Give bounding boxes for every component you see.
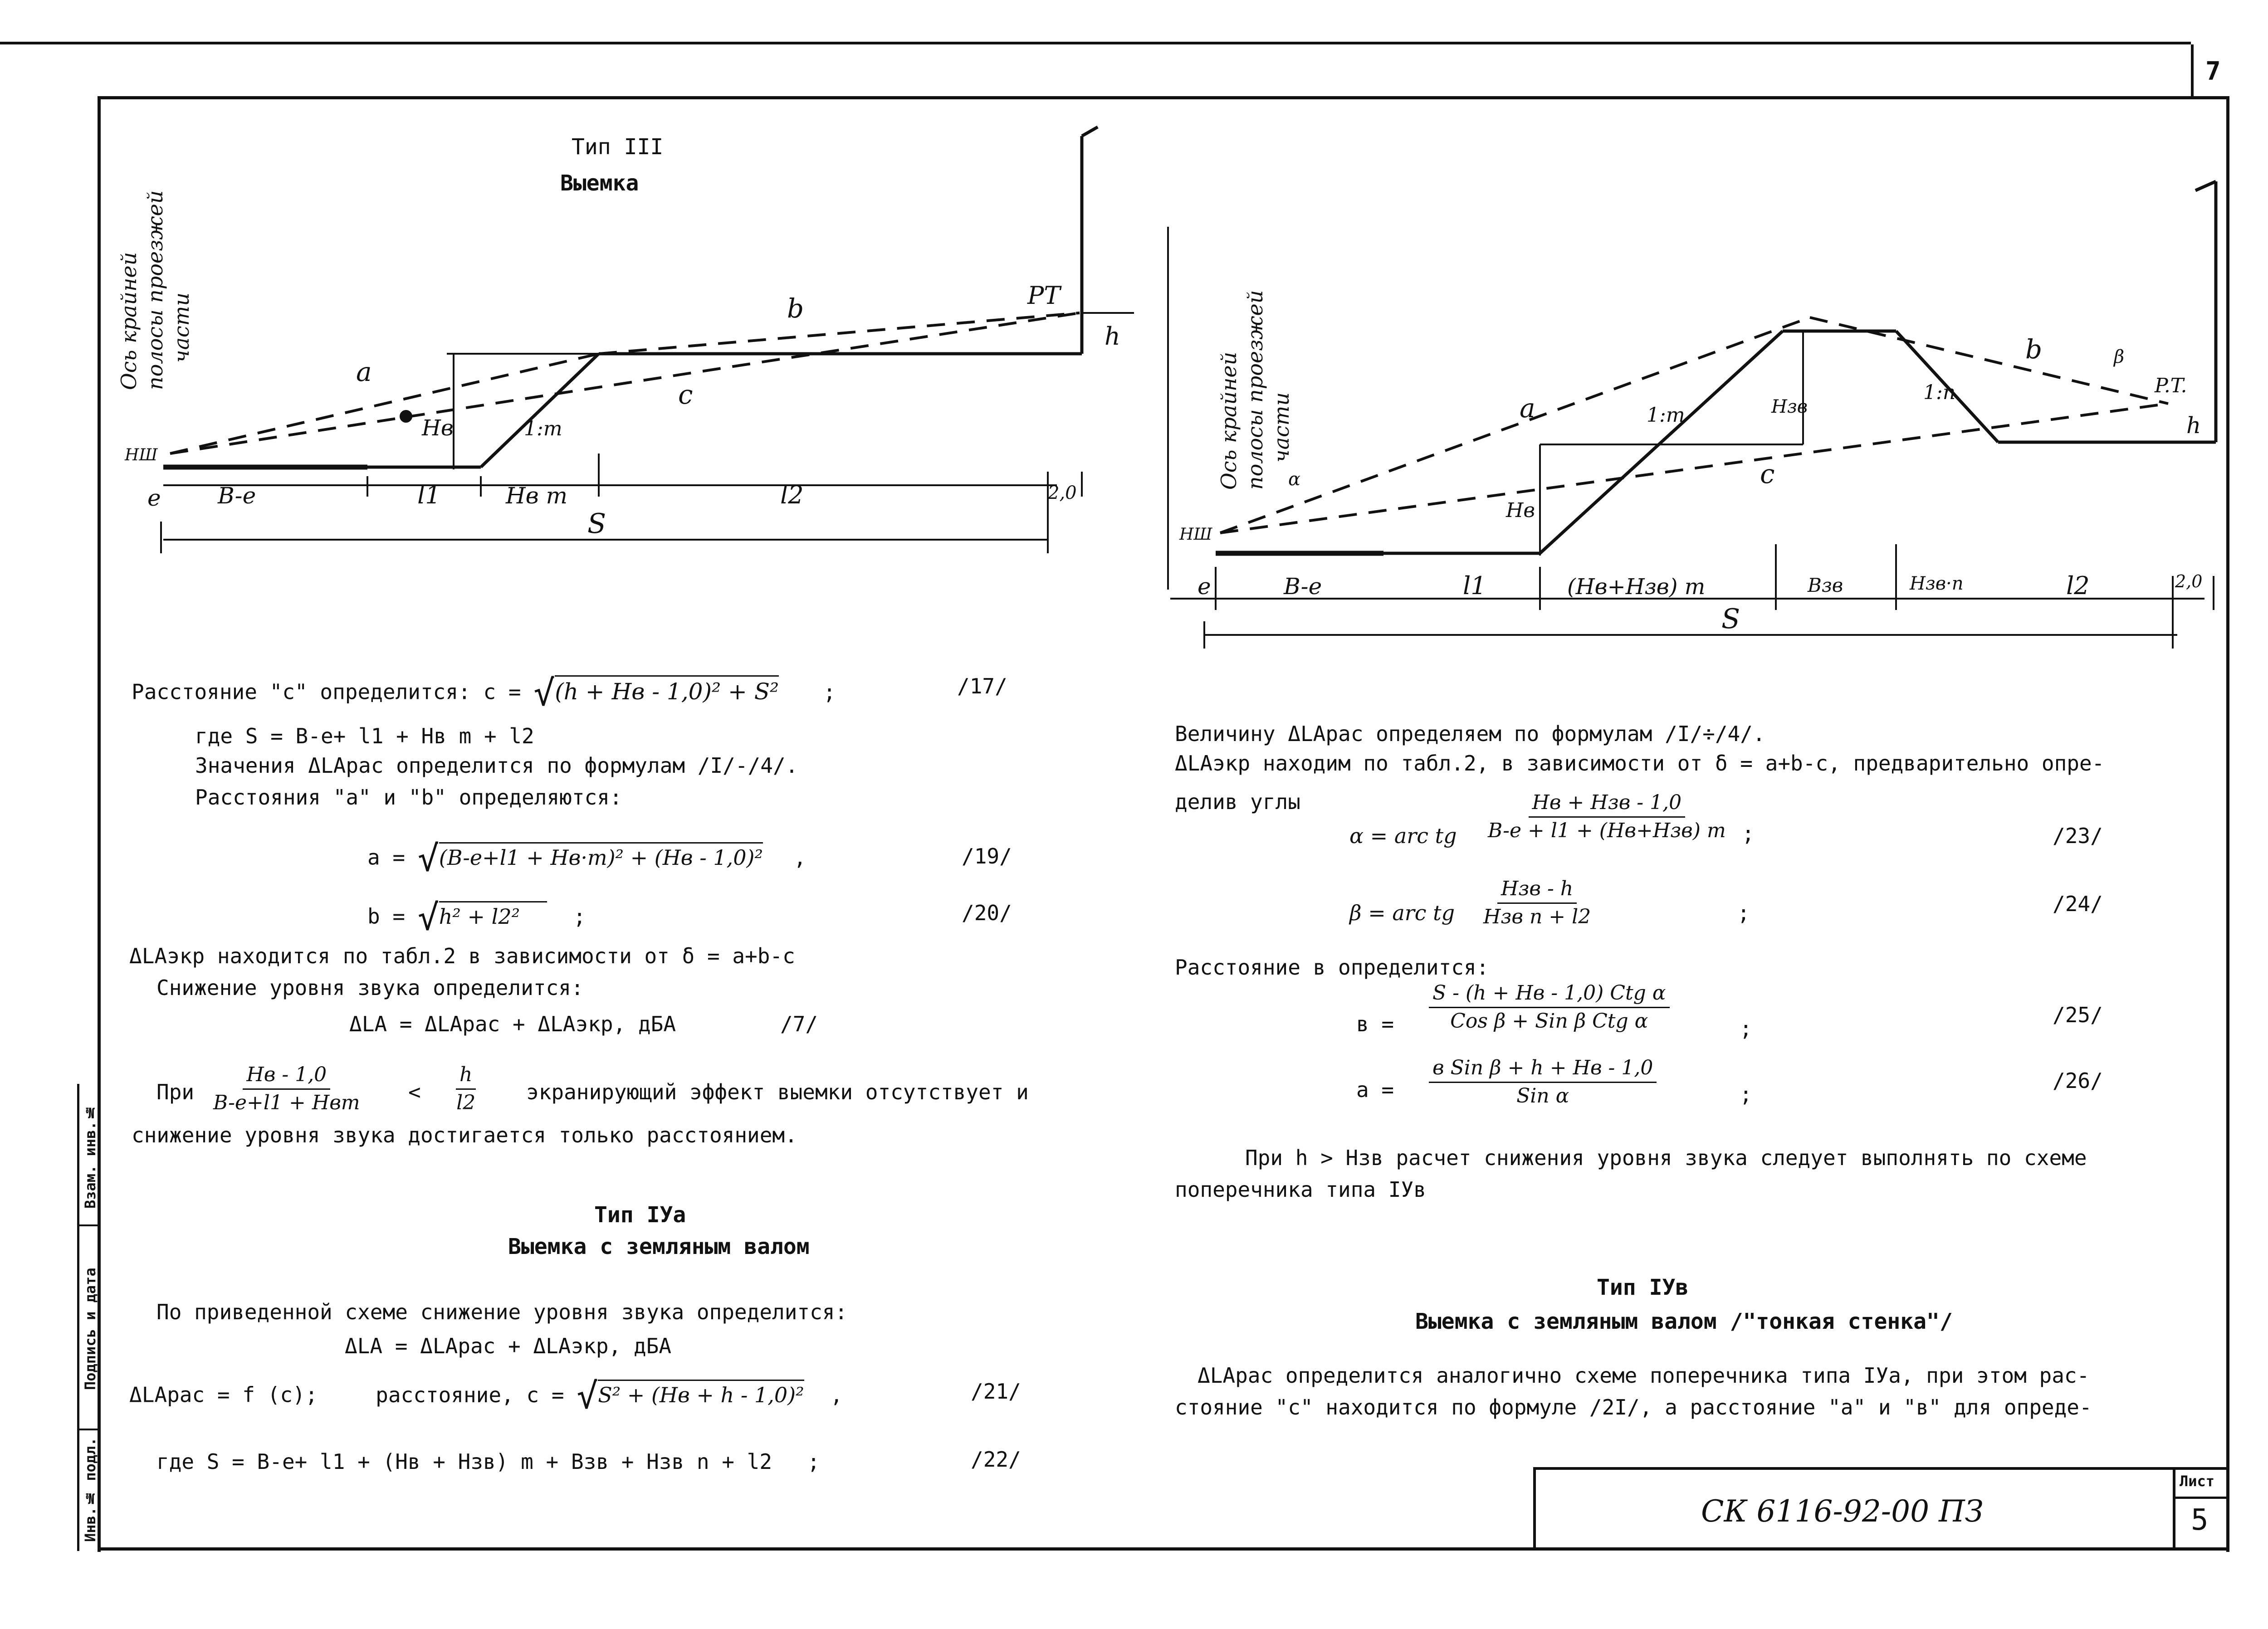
f26-end: ;: [1740, 1082, 1752, 1107]
left-dim-l2: l2: [780, 481, 804, 509]
num-24: /24/: [2053, 892, 2103, 916]
right-p1: Величину ΔLApac определяем по формулам /I/÷/4/.: [1175, 722, 1765, 746]
fraction-24: Hзв - h Hзв n + l2: [1483, 877, 1591, 928]
f25-end: ;: [1740, 1016, 1752, 1041]
formula-20: h² + l2²: [439, 901, 547, 929]
left-p9: По приведенной схеме снижение уровня звука определится:: [156, 1300, 848, 1324]
left-axis-label-2: полосы проезжей: [143, 190, 167, 390]
left-label-a: a: [356, 356, 372, 387]
titleblock-left: [1533, 1467, 1536, 1549]
right-dim-be: B-e: [1284, 573, 1322, 600]
f23-end: ;: [1742, 821, 1755, 846]
right-label-a: a: [1520, 393, 1535, 424]
left-p3: Значения ΔLApac определится по формулам /I/-/4/.: [195, 753, 798, 778]
left-p7-lt: <: [408, 1080, 421, 1104]
left-diagram-title: Тип III: [572, 134, 664, 160]
fraction-26: в Sin β + h + Hв - 1,0 Sin α: [1429, 1057, 1657, 1107]
side-stamp-left: [77, 1084, 79, 1551]
left-p6: Снижение уровня звука определится:: [156, 975, 584, 1000]
right-axis-label-3: части: [1269, 392, 1294, 463]
right-p2: ΔLAэкр находим по табл.2, в зависимости от δ = a+b-c, предварительно опре-: [1175, 751, 2105, 775]
formula-20-line: b = √h² + l2² ;: [367, 897, 586, 938]
num-26: /26/: [2053, 1068, 2103, 1093]
fraction-p7-a: Hв - 1,0 B-e+l1 + Hвm: [213, 1063, 360, 1114]
fraction-25: S - (h + Hв - 1,0) Ctg α Cos β + Sin β Ctg α: [1429, 982, 1670, 1033]
formula-19-line: a = √(B-e+l1 + Hв·m)² + (Hв - 1,0)² ,: [367, 839, 807, 879]
titleblock-sheet-mid: [2173, 1497, 2229, 1499]
right-label-alpha: α: [1288, 469, 1301, 490]
left-axis-label-1: Ось крайней: [117, 252, 141, 390]
titleblock-top: [1533, 1467, 2229, 1470]
right-axis-label-1: Ось крайней: [1217, 351, 1241, 490]
left-dim-20: 2,0: [1048, 483, 1077, 503]
right-p6: поперечника типа IУв: [1175, 1177, 1426, 1202]
left-p2: где S = B-e+ l1 + Hв m + l2: [195, 724, 534, 748]
right-label-slope-m: 1:m: [1647, 404, 1685, 427]
left-p8: снижение уровня звука достигается только расстоянием.: [132, 1123, 797, 1147]
right-label-c: c: [1760, 458, 1775, 489]
corner-number: 7: [2205, 57, 2221, 86]
formula-7: ΔLA = ΔLApac + ΔLAэкр, дБА: [349, 1012, 676, 1036]
side-stamp-div2: [77, 1429, 100, 1430]
num-25: /25/: [2053, 1003, 2103, 1027]
num-7: /7/: [780, 1012, 818, 1036]
formula-19: (B-e+l1 + Hв·m)² + (Hв - 1,0)²: [439, 842, 763, 870]
right-dim-bzv: Bзв: [1808, 574, 1843, 596]
right-p5: При h > Hзв расчет снижения уровня звука следует выполнять по схеме: [1245, 1146, 2087, 1170]
left-label-b: b: [787, 293, 804, 324]
sheet-label: Лист: [2180, 1473, 2215, 1490]
right-h2-subtitle: Выемка с земляным валом /"тонкая стенка"/: [1415, 1309, 1953, 1334]
left-dim-s: S: [587, 508, 606, 540]
left-label-slope: 1:m: [524, 417, 562, 440]
right-label-h: h: [2186, 412, 2201, 439]
right-dim-s: S: [1721, 603, 1740, 635]
left-label-hv: Hв: [422, 415, 454, 441]
num-22: /22/: [971, 1447, 1021, 1472]
right-dim-l1: l1: [1463, 571, 1486, 600]
right-axis-label-2: полосы проезжей: [1243, 290, 1267, 490]
left-label-ns: НШ: [125, 446, 158, 464]
right-label-hv: Hв: [1506, 499, 1535, 522]
right-dim-e: e: [1198, 573, 1211, 600]
left-p5: ΔLAэкр находится по табл.2 в зависимости от δ = a+b-c: [129, 944, 795, 968]
side-stamp-vzam: Взам. инв.№: [82, 1104, 99, 1209]
left-p4: Расстояния "a" и "b" определяются:: [195, 785, 622, 810]
sheet-number: 5: [2191, 1503, 2209, 1537]
right-label-beta: β: [2114, 346, 2125, 367]
right-label-pt: P.T.: [2155, 374, 2187, 397]
f25-lead: в =: [1356, 1012, 1394, 1036]
formula-21: S² + (Hв + h - 1,0)²: [598, 1380, 804, 1407]
right-label-hzv: Hзв: [1771, 396, 1808, 417]
right-p4: Расстояние в определится:: [1175, 955, 1489, 980]
right-dim-l2: l2: [2066, 571, 2090, 600]
formula-17: (h + Hв - 1,0)² + S²: [555, 675, 779, 705]
right-h2-title: Тип IУв: [1597, 1275, 1689, 1300]
frame-bottom: [98, 1547, 2229, 1551]
left-p7-tail: экранирующий эффект выемки отсутствует и: [526, 1080, 1029, 1104]
left-h2-title: Тип IУа: [594, 1202, 686, 1228]
right-diagram: [0, 0, 2268, 680]
num-23: /23/: [2053, 824, 2103, 848]
f26-lead: a =: [1356, 1078, 1394, 1102]
left-h2-subtitle: Выемка с земляным валом: [508, 1234, 810, 1259]
left-dim-l1: l1: [417, 481, 441, 509]
formula-la: ΔLA = ΔLApac + ΔLAэкр, дБА: [345, 1334, 672, 1358]
left-label-c: c: [678, 379, 693, 410]
side-stamp-div1: [77, 1224, 100, 1226]
left-p7-lead: При: [156, 1080, 195, 1104]
f23-lead: α = arc tg: [1349, 824, 1457, 848]
side-stamp-inv: Инв.№ подл.: [82, 1437, 99, 1542]
left-p1: Расстояние "с" определится: с = √(h + Hв - 1,0)² + S² ;: [132, 673, 836, 714]
fraction-p7-b: $\frac{h}{l2}$: [456, 1063, 476, 1114]
side-stamp-sign: Подпись и дата: [82, 1268, 99, 1390]
right-p8: стояние "с" находится по формуле /2I/, а расстояние "а" и "в" для опреде-: [1175, 1395, 2092, 1419]
right-dim-20: 2,0: [2175, 571, 2203, 591]
right-label-ns: НШ: [1179, 525, 1212, 544]
num-19: /19/: [962, 844, 1012, 868]
num-17: /17/: [957, 674, 1007, 698]
right-dim-hzvn: Hзв·n: [1910, 573, 1964, 594]
left-p10: ΔLApac = f (c); расстояние, c = √S² + (Hв + h - 1,0)² ,: [129, 1376, 843, 1417]
right-p3: делив углы: [1175, 790, 1300, 814]
right-p7: ΔLApac определится аналогично схеме поперечника типа IУа, при этом рас-: [1198, 1363, 2090, 1388]
left-axis-label-3: части: [169, 292, 194, 363]
titleblock-sheet-left: [2173, 1467, 2175, 1549]
left-dim-e: e: [147, 485, 161, 511]
f24-end: ;: [1737, 901, 1750, 925]
left-dim-be: B-e: [218, 483, 256, 509]
right-label-slope-n: 1:n: [1923, 381, 1956, 404]
left-p11: где S = B-e+ l1 + (Hв + Hзв) m + Bзв + Hзв n + l2 ;: [156, 1449, 820, 1474]
right-label-b: b: [2025, 334, 2043, 365]
num-21: /21/: [971, 1379, 1021, 1404]
left-label-h: h: [1105, 322, 1120, 351]
left-diagram-subtitle: Выемка: [560, 171, 639, 196]
left-dim-hvm: Hв m: [506, 483, 568, 509]
num-20: /20/: [962, 901, 1012, 925]
left-label-pt: PT: [1027, 281, 1061, 310]
doc-code: СК 6116-92-00 ПЗ: [1701, 1494, 1984, 1529]
fraction-23: Hв + Hзв - 1,0 B-e + l1 + (Hв+Hзв) m: [1488, 791, 1726, 842]
f24-lead: β = arc tg: [1349, 901, 1455, 925]
right-dim-hvhzv: (Hв+Hзв) m: [1567, 574, 1706, 600]
